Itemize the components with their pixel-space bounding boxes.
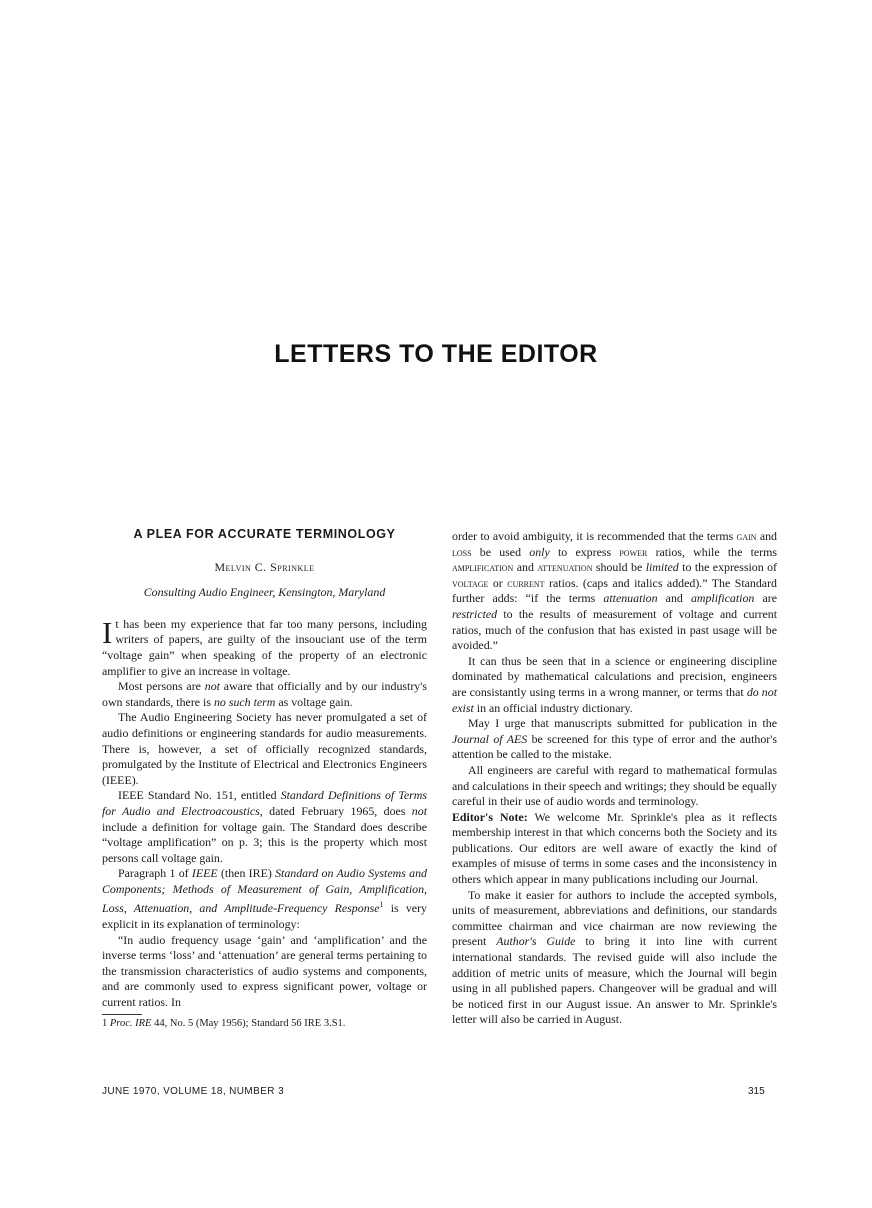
emphasis-text: amplification (690, 591, 755, 606)
emphasis-text: only (529, 544, 550, 559)
emphasis-text: IEEE (191, 866, 218, 881)
paragraph-aes: The Audio Engineering Society has never promulgated a set of audio definitions or engineering standards for audio measurements. There is, however, a set of officially recognized standards, promulgated by the Institute of Electrical and Electronics Engineers (IEEE). (102, 710, 427, 787)
text-run: May I urge that manuscripts submitted for publication in the (468, 716, 777, 731)
text-run: to the results of measurement of voltage and current ratios, much of the confusion that has existed in past usage will be avoided.” (452, 606, 777, 653)
emphasis-text: Standard on Audio Systems and Components; Methods of Measurement of Gain, Amplification, Loss, Attenuation, and Amplitude-Frequency Response (102, 866, 427, 916)
text-run: should be (592, 560, 646, 575)
text-run: 44, No. 5 (May 1956); Standard 56 IRE 3.S1. (151, 1017, 346, 1029)
paragraph-ire-standard (102, 866, 427, 932)
editors-note (452, 810, 777, 888)
paragraph-engineers: All engineers are careful with regard to mathematical formulas and calculations in their speech and writings; they should be equally careful in their use of audio words and terminology. (452, 762, 777, 809)
paragraph-ieee-151 (102, 788, 427, 866)
paragraph-text: t has been my experience that far too many persons, including writers of papers, are guilty of the insouciant use of the term “voltage gain” when speaking of the property of an electronic amplifier to give an increase in voltage. (102, 616, 427, 678)
text-run: in an official industry dictionary. (473, 700, 633, 715)
page-number: 315 (748, 1086, 765, 1097)
text-run: or (488, 575, 508, 590)
emphasis-text: restricted (452, 606, 498, 621)
text-run: are (754, 591, 777, 606)
text-run: dated February 1965, does (262, 803, 412, 818)
small-caps-text: power (619, 544, 648, 559)
drop-cap: I (102, 614, 113, 650)
emphasis-text: Journal of AES (452, 731, 528, 746)
emphasis-text: Author's Guide (496, 934, 576, 949)
paragraph-conclusion (452, 654, 777, 716)
small-caps-text: amplification (452, 560, 514, 575)
footnote-divider (102, 1014, 142, 1015)
editors-note-label: Editor's Note: (452, 809, 528, 824)
text-run: We welcome Mr. Sprinkle's plea as it reflects membership interest in that which concerns both the Society and its publications. Our editors are well aware of exactly the kind of examples of misuse of terms in some cases and the inconsistency in others which appear in many publications including our Journal. (452, 809, 777, 887)
text-run: to express (549, 544, 620, 559)
text-run: Most persons are (118, 679, 205, 694)
paragraph-standards (102, 679, 427, 710)
text-run: and (657, 591, 691, 606)
small-caps-text: current (507, 575, 545, 590)
text-run: ratios. (caps and italics added).” The Standard further adds: “if the terms (452, 575, 777, 606)
text-run: as voltage gain. (275, 694, 353, 709)
small-caps-text: loss (452, 544, 472, 559)
issue-info: JUNE 1970, VOLUME 18, NUMBER 3 (102, 1086, 285, 1097)
text-run: to the expression of (678, 560, 777, 575)
author-name: Melvin C. Sprinkle (214, 559, 315, 574)
small-caps-text: gain (736, 529, 757, 543)
page-title: LETTERS TO THE EDITOR (274, 340, 598, 368)
emphasis-text: Standard Definitions of Terms for Audio and Electroacoustics, (102, 788, 427, 818)
text-run: IEEE Standard No. 151, entitled (118, 788, 281, 803)
left-column (102, 527, 427, 1030)
text-run: It can thus be seen that in a science or engineering discipline dominated by mathematical calculations and precision, engineers are consistantly using terms in a wrong manner, or terms that (452, 653, 777, 699)
text-run: 1 (102, 1017, 110, 1029)
text-run: aware that officially and by our industry's own standards, there is (102, 679, 427, 709)
emphasis-text: attenuation (603, 591, 658, 606)
text-run: (then IRE) (217, 866, 276, 881)
emphasis-text: do not exist (452, 684, 777, 715)
emphasis-text: limited (645, 560, 679, 575)
paragraph-request (452, 716, 777, 763)
text-run: ratios, while the terms (647, 544, 777, 559)
footnote (102, 1017, 427, 1030)
right-column (452, 529, 777, 1028)
text-run: and (513, 560, 538, 575)
text-run: to bring it into line with current international standards. The revised guide will also include the addition of metric units of measure, which the Journal will begin using in all published papers. Changeover will be gradual and will be noticed first in our August issue. An answer to Mr. Sprinkle's letter will also be carried in August. (452, 934, 778, 1027)
text-run: and (756, 529, 777, 543)
text-run: be screened for this type of error and the author's attention be called to the mistake. (452, 731, 777, 762)
article-title: A PLEA FOR ACCURATE TERMINOLOGY (133, 527, 396, 541)
text-run: is very explicit in its explanation of terminology: (102, 901, 427, 932)
footnote-marker: 1 (379, 900, 384, 910)
small-caps-text: voltage (452, 575, 489, 590)
small-caps-text: attenuation (537, 560, 593, 575)
emphasis-text: not (204, 679, 220, 694)
paragraph-quote: “In audio frequency usage ‘gain’ and ‘amplification’ and the inverse terms ‘loss’ and ‘attenuation’ are general terms pertaining to the transmission characteristics of audio systems and components, and are commonly used to express significant power, voltage or current ratios. In (102, 932, 427, 1009)
emphasis-text: no such term (213, 694, 276, 709)
paragraph-intro (102, 614, 427, 679)
text-run: To make it easier for authors to include the accepted symbols, units of measurement, abbreviations and definitions, our standards committee chairman and vice chairman are now reviewing the present (452, 887, 777, 949)
emphasis-text: Proc. IRE (109, 1017, 152, 1029)
paragraph-authors-guide (452, 888, 777, 1028)
text-run: be used (471, 544, 530, 559)
text-run: Paragraph 1 of (118, 866, 192, 881)
paragraph-quote-continued (452, 529, 777, 654)
text-run: include a definition for voltage gain. The Standard does describe “voltage amplification” on p. 3; this is the property which most persons call voltage gain. (102, 819, 427, 865)
emphasis-text: not (411, 803, 427, 818)
text-run: order to avoid ambiguity, it is recommended that the terms (452, 529, 737, 543)
author-affiliation: Consulting Audio Engineer, Kensington, Maryland (143, 585, 386, 600)
